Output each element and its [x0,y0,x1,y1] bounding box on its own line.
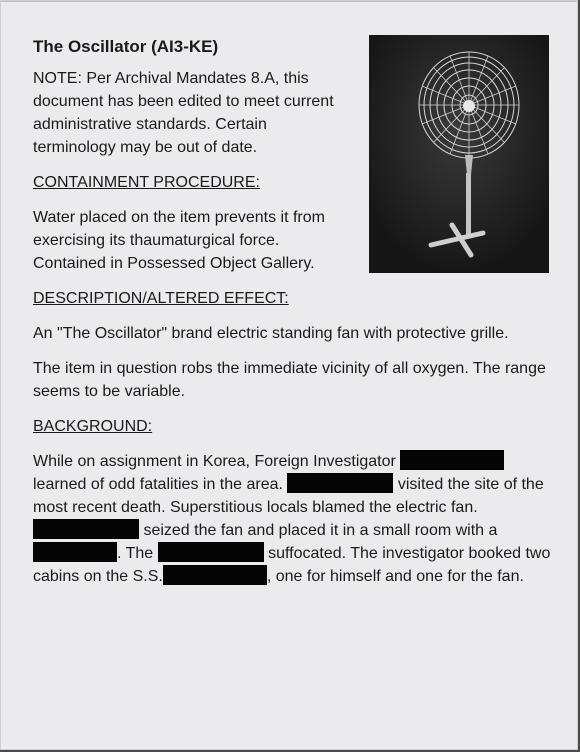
background-paragraph [33,450,553,588]
top-border [1,1,577,2]
description-paragraph-1: An "The Oscillator" brand electric standing fan with protective grille. [33,325,509,342]
background-text-2: learned of odd fatalities in the area. [33,476,283,493]
background-text-3: visited the site of the most recent death. Superstitious locals blamed the electric fan. [33,476,544,516]
background-heading: BACKGROUND: [33,418,153,435]
containment-text: Water placed on the item prevents it from exercising its thaumaturgical force. Contained in Possessed Object Gallery. [33,209,325,272]
background-text-5: . The [117,545,154,562]
background-text-1: While on assignment in Korea, Foreign Investigator [33,453,396,470]
background-text-7: , one for himself and one for the fan. [266,568,524,585]
archival-note: NOTE: Per Archival Mandates 8.A, this document has been edited to meet current administrative standards. Certain terminology may be out of date. [33,70,334,156]
containment-heading: CONTAINMENT PROCEDURE: [33,174,260,191]
redaction-bar [400,450,504,470]
redaction-bar [158,542,264,562]
background-text-4: seized the fan and placed it in a small room with a [143,522,498,539]
document-body [33,37,553,600]
redaction-bar [33,519,139,539]
redaction-bar [287,473,393,493]
redaction-bar [163,565,267,585]
background-text-6: suffocated. The investigator booked two cabins on the S.S. [33,545,551,585]
description-paragraph-2: The item in question robs the immediate vicinity of all oxygen. The range seems to be variable. [33,360,546,400]
document-title: The Oscillator (AI3-KE) [33,37,219,56]
redaction-bar [33,542,117,562]
description-heading: DESCRIPTION/ALTERED EFFECT: [33,290,289,307]
